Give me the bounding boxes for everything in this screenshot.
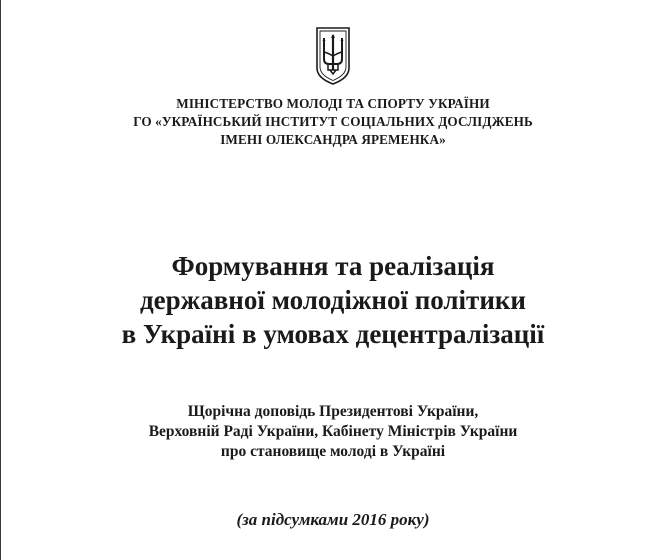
- ministry-name: МІНІСТЕРСТВО МОЛОДІ ТА СПОРТУ УКРАЇНИ: [176, 96, 490, 111]
- report-description-line3: про становище молоді в Україні: [220, 443, 446, 460]
- institute-name-line2: ІМЕНІ ОЛЕКСАНДРА ЯРЕМЕНКА»: [220, 132, 446, 147]
- trident-emblem-icon: [314, 26, 352, 86]
- report-description-line1: Щорічна доповідь Президентові України,: [187, 403, 479, 420]
- report-description-line2: Верховній Раді України, Кабінету Міністрів України: [148, 423, 518, 440]
- document-title-line1: Формування та реалізація: [171, 251, 495, 281]
- institute-name-line1: ГО «УКРАЇНСЬКИЙ ІНСТИТУТ СОЦІАЛЬНИХ ДОСЛІДЖЕНЬ: [133, 114, 533, 129]
- document-title-line3: в Україні в умовах децентралізації: [121, 319, 545, 349]
- document-title-line2: державної молодіжної політики: [139, 285, 526, 315]
- report-period: (за підсумками 2016 року): [236, 510, 430, 529]
